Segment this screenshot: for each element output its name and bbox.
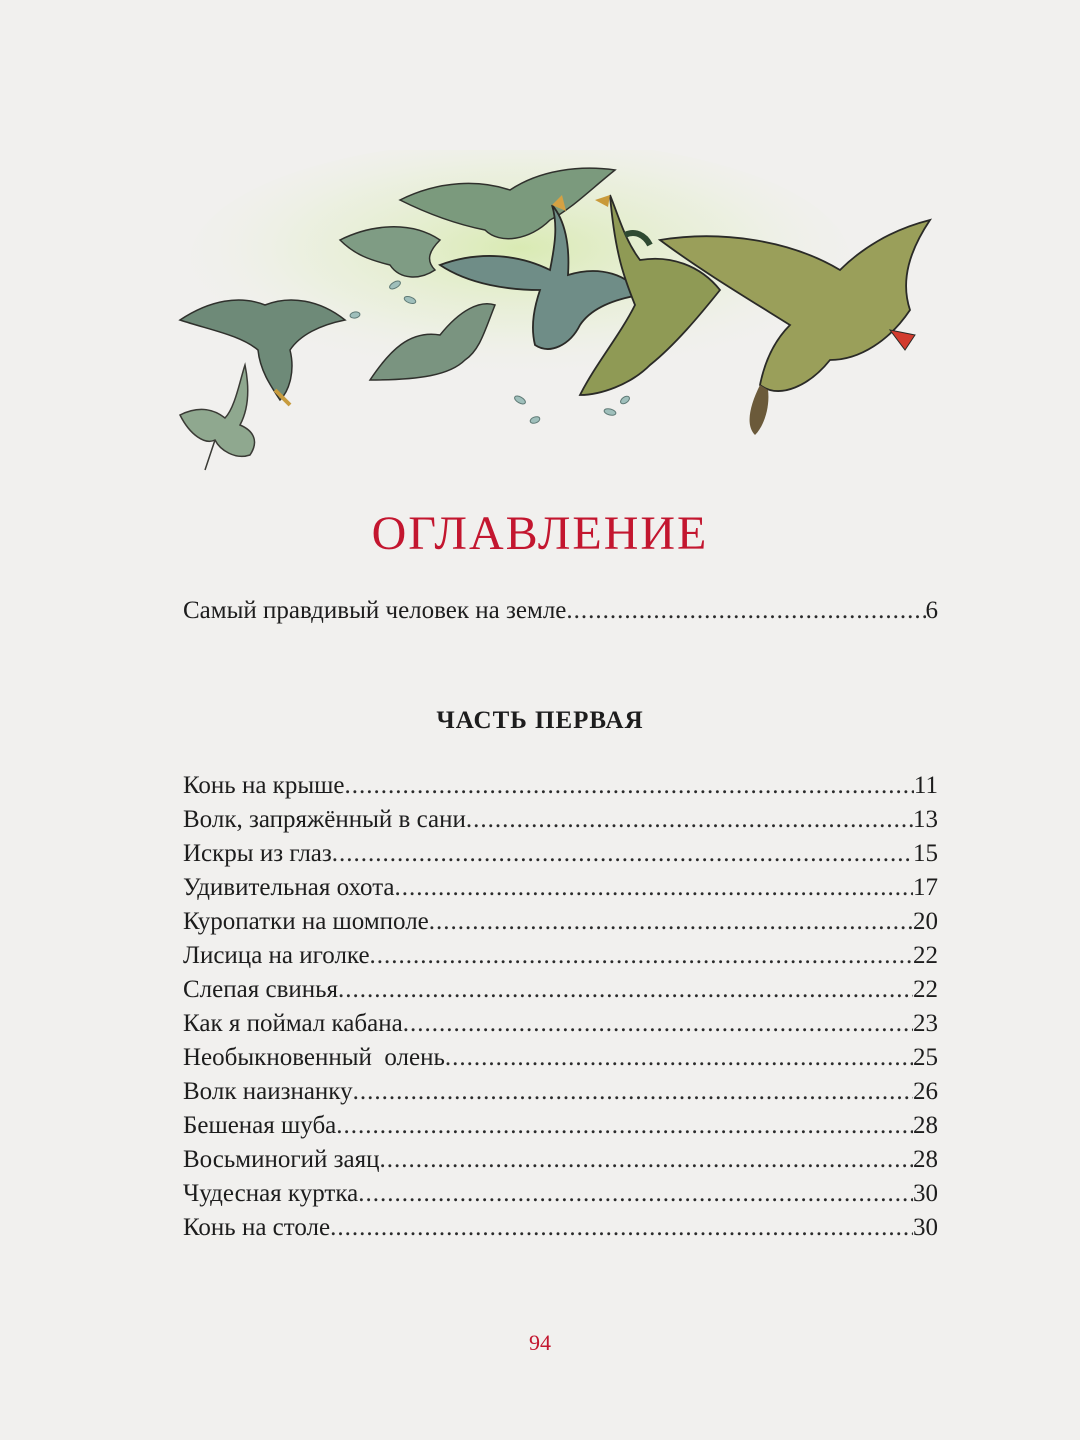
toc-entry-title: Искры из глаз xyxy=(183,840,332,867)
contents-title: ОГЛАВЛЕНИЕ xyxy=(371,507,709,560)
toc-entry-page: 17 xyxy=(913,874,938,901)
toc-entry-intro[interactable] xyxy=(183,597,938,631)
toc-entry[interactable] xyxy=(183,1180,938,1214)
dot-leader xyxy=(330,1214,913,1242)
toc-entry-page: 15 xyxy=(913,840,938,867)
dot-leader xyxy=(344,772,913,800)
toc-entry-title: Слепая свинья xyxy=(183,976,339,1003)
toc-entry-page: 13 xyxy=(913,806,938,833)
toc-entry-title: Как я поймал кабана xyxy=(183,1010,403,1037)
toc-entry[interactable] xyxy=(183,772,938,806)
toc-entry-title: Конь на столе xyxy=(183,1214,331,1241)
toc-entry-page: 26 xyxy=(913,1078,938,1105)
dot-leader xyxy=(429,908,913,936)
toc-entry[interactable] xyxy=(183,874,938,908)
dot-leader xyxy=(338,976,913,1004)
toc-entry[interactable] xyxy=(183,1146,938,1180)
toc-entry-title: Куропатки на шомполе xyxy=(183,908,429,935)
toc-entry-title: Конь на крыше xyxy=(183,772,345,799)
toc-entry-page: 30 xyxy=(913,1214,938,1241)
toc-entry-page: 30 xyxy=(913,1180,938,1207)
page-number: 94 xyxy=(529,1330,551,1355)
toc-entry-page: 11 xyxy=(913,772,938,799)
toc-entry-title: Волк наизнанку xyxy=(183,1078,353,1105)
dot-leader xyxy=(466,806,913,834)
dot-leader xyxy=(395,874,913,902)
toc-entry-page: 25 xyxy=(913,1044,938,1071)
small-bird-1 xyxy=(180,365,255,470)
toc-entry-page: 6 xyxy=(925,597,938,624)
toc-entry-page: 23 xyxy=(913,1010,938,1037)
toc-entry-page: 20 xyxy=(913,908,938,935)
toc-entry-title: Бешеная шуба xyxy=(183,1112,337,1139)
toc-entry-title: Необыкновенный олень xyxy=(183,1044,445,1071)
toc-entry[interactable] xyxy=(183,840,938,874)
toc-entry[interactable] xyxy=(183,1010,938,1044)
dot-leader xyxy=(332,840,913,868)
toc-entry-title: Самый правдивый человек на земле xyxy=(183,597,567,624)
toc-entry[interactable] xyxy=(183,942,938,976)
toc-entry-title: Восьминогий заяц xyxy=(183,1146,380,1173)
toc-entry[interactable] xyxy=(183,806,938,840)
toc-entry[interactable] xyxy=(183,1214,938,1248)
dot-leader xyxy=(336,1112,913,1140)
part-one-heading: ЧАСТЬ ПЕРВАЯ xyxy=(436,707,644,734)
toc-entry-title: Удивительная охота xyxy=(183,874,395,901)
toc-entry[interactable] xyxy=(183,1112,938,1146)
dot-leader xyxy=(445,1044,913,1072)
toc-entry-page: 22 xyxy=(913,942,938,969)
toc-entry[interactable] xyxy=(183,976,938,1010)
dot-leader xyxy=(566,597,925,625)
toc-entry-page: 28 xyxy=(913,1112,938,1139)
dot-leader xyxy=(370,942,913,970)
toc-entry[interactable] xyxy=(183,1044,938,1078)
toc-entry-page: 28 xyxy=(913,1146,938,1173)
dot-leader xyxy=(379,1146,913,1174)
toc-entry[interactable] xyxy=(183,1078,938,1112)
toc-entry-page: 22 xyxy=(913,976,938,1003)
dot-leader xyxy=(358,1180,913,1208)
flying-birds-illustration xyxy=(140,150,950,490)
toc-entry-title: Чудесная куртка xyxy=(183,1180,359,1207)
dot-leader xyxy=(353,1078,913,1106)
toc-entry-title: Волк, запряжённый в сани xyxy=(183,806,466,833)
dot-leader xyxy=(403,1010,913,1038)
toc-entry[interactable] xyxy=(183,908,938,942)
toc-entry-title: Лисица на иголке xyxy=(183,942,370,969)
